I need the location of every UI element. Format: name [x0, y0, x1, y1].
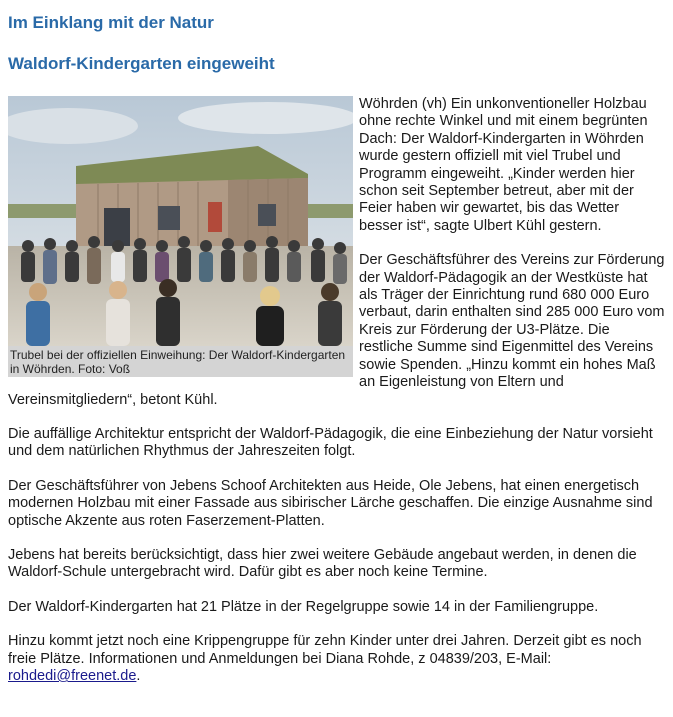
article-body: [8, 96, 665, 685]
photo-caption: Trubel bei der offiziellen Einweihung: Der Waldorf-Kindergarten in Wöhrden. Foto: Voß: [8, 346, 353, 377]
paragraph-architecture: Die auffällige Architektur entspricht der Waldorf-Pädagogik, die eine Einbeziehung der Natur vorsieht und dem natürlichen Rhythmus der Jahreszeiten folgt.: [8, 425, 653, 460]
article-figure: [8, 96, 353, 377]
article-headline: Waldorf-Kindergarten eingeweiht: [8, 54, 275, 73]
building-crowd-photo: [8, 96, 353, 346]
paragraph-contact: [8, 633, 665, 685]
paragraph-intro: Wöhrden (vh) Ein unkonventioneller Holzbau ohne rechte Winkel und mit einem begrünten Dach: Der Waldorf-Kindergarten in Wöhrden wurde gestern offiziell mit viel Trubel und Programm eingeweiht. „Kinder werden hier schon seit September betreut, aber mit der Feier haben wir gewartet, bis das Wetter besser ist“, sagte Ulbert Kühl gestern.: [359, 96, 648, 234]
paragraph-expansion: Jebens hat bereits berücksichtigt, dass hier zwei weitere Gebäude angebaut werden, in denen die Waldorf-Schule untergebracht wird. Dafür gibt es aber noch keine Termine.: [8, 546, 637, 581]
contact-text: Hinzu kommt jetzt noch eine Krippengruppe für zehn Kinder unter drei Jahren. Derzeit gibt es noch freie Plätze. Informationen und Anmeldungen bei Diana Rohde, z 04839/203, E-Mail:: [8, 633, 642, 667]
article-kicker: Im Einklang mit der Natur: [8, 13, 214, 32]
paragraph-architect: Der Geschäftsführer von Jebens Schoof Architekten aus Heide, Ole Jebens, hat einen energetisch modernen Holzbau mit einer Fassade aus sibirischer Lärche geschaffen. Die einzige Ausnahme sind optische Akzente aus roten Faserzement-Platten.: [8, 477, 653, 529]
article-page: [8, 0, 665, 702]
email-link[interactable]: rohdedi@freenet.de: [8, 667, 137, 684]
paragraph-capacity: Der Waldorf-Kindergarten hat 21 Plätze in der Regelgruppe sowie 14 in der Familiengruppe.: [8, 598, 599, 615]
contact-suffix: .: [136, 667, 141, 684]
paragraph-funding: Der Geschäftsführer des Vereins zur Förderung der Waldorf-Pädagogik an der Westküste hat als Träger der Einrichtung rund 680 000 Euro verbaut, darin enthalten sind 285 000 Euro vom Kreis zur Förderung der U3-Plätze. Die restliche Summe sind Eigenmittel des Vereins sowie Spenden. „Hinzu kommt ein hohes Maß an Eigenleistung von Eltern und Vereinsmitgliedern“, betont Kühl.: [8, 252, 665, 408]
